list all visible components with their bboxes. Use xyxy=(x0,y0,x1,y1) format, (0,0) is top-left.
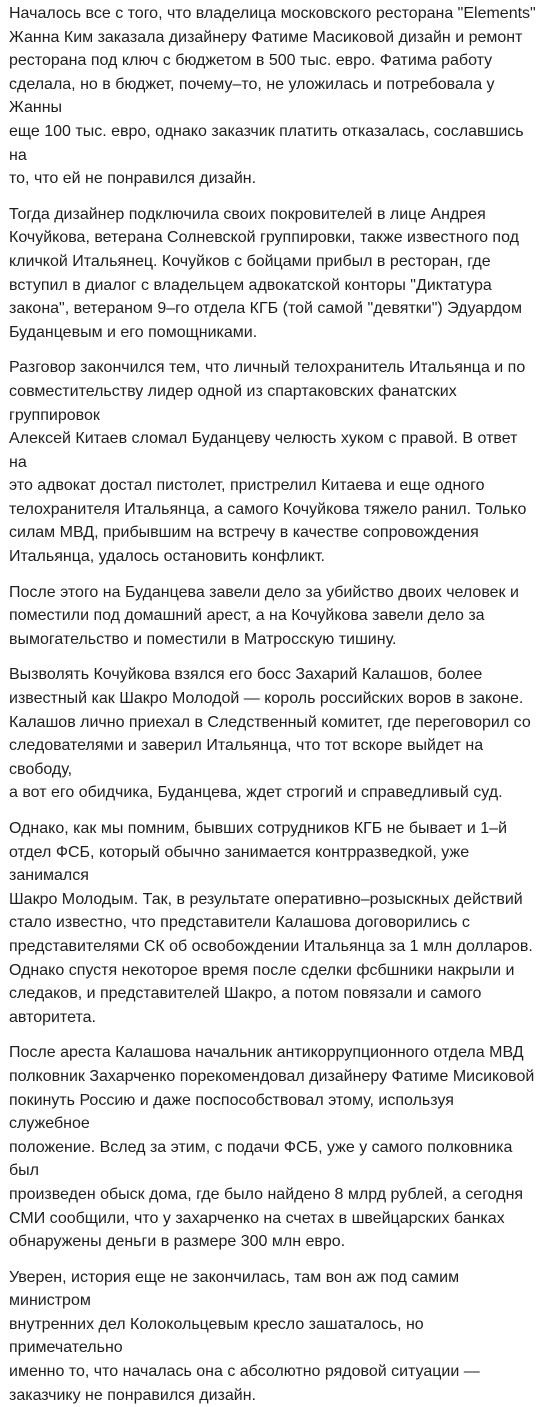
paragraph-conversation-shooting: Разговор закончился тем, что личный телохранитель Итальянца и по совместительству лидер одной из спартаковских фанатских группировок Алексей Китаев сломал Буданцеву челюсть хуком с правой. В ответ на это адвокат достал пистолет, пристрелил Китаева и еще одного телохранителя Итальянца, а самого Кочуйкова тяжело ранил. Только силам МВД, прибывшим на встречу в качестве сопровождения Итальянца, удалось остановить конфликт. xyxy=(9,359,527,566)
paragraph-fsb-investigation: Однако, как мы помним, бывших сотрудников КГБ не бывает и 1–й отдел ФСБ, который обычно занимается контрразведкой, уже занимался Шакро Молодым. Так, в результате оперативно–розыскных действий стало известно, что представители Калашова договорились с представителями СК об освобождении Итальянца за 1 млн долларов. Однако спустя некоторое время после сделки фсбшники накрыли и следаков, и представителей Шакро, а потом повязали и самого авторитета. xyxy=(9,820,533,1026)
paragraph-conclusion: Уверен, история еще не закончилась, там вон аж под самим министром внутренних дел Колокольцевым кресло зашаталось, но примечательно именно то, что началась она с абсолютно рядовой ситуации — заказчику не понравился дизайн. xyxy=(9,1268,480,1404)
paragraph-restaurant-order: Началось все с того, что владелица московского ресторана "Elements" Жанна Ким заказала дизайнеру Фатиме Масиковой дизайн и ремонт ресторана под ключ с бюджетом в 500 тыс. евро. Фатима работу сделала, но в бюджет, почему–то, не уложилась и потребовала у Жанны еще 100 тыс. евро, однако заказчик платить отказалась, сославшись на то, что ей не понравился дизайн. xyxy=(9,5,536,188)
paragraph-designer-patrons: Тогда дизайнер подключила своих покровителей в лице Андрея Кочуйкова, ветерана Солневской группировки, также известного под кличкой Итальянец. Кочуйков с бойцами прибыл в ресторан, где вступил в диалог с владельцем адвокатской конторы "Диктатура закона", ветераном 9–го отдела КГБ (той самой "девятки") Эдуардом Буданцевым и его помощниками. xyxy=(9,205,522,341)
paragraph-zakharchenko: После ареста Калашова начальник антикоррупционного отдела МВД полковник Захарченко порекомендовал дизайнеру Фатиме Мисиковой покинуть Россию и даже поспособствовал этому, используя служебное положение. Вслед за этим, с подачи ФСБ, уже у самого полковника был произведен обыск дома, где было найдено 8 млрд рублей, а сегодня СМИ сообщили, что у захарченко на счетах в швейцарских банках обнаружены деньги в размере 300 млн евро. xyxy=(9,1044,535,1251)
paragraph-kalashov-involvement: Вызволять Кочуйкова взялся его босс Захарий Калашов, более известный как Шакро Молодой — король российских воров в законе. Калашов лично приехал в Следственный комитет, где переговорил со следователями и заверил Итальянца, что тот вскоре выйдет на свободу, а вот его обидчика, Буданцева, ждет строгий и справедливый суд. xyxy=(9,666,531,802)
paragraph-criminal-cases: После этого на Буданцева завели дело за убийство двоих человек и поместили под домашний арест, а на Кочуйкова завели дело за вымогательство и поместили в Матросскую тишину. xyxy=(9,583,519,648)
